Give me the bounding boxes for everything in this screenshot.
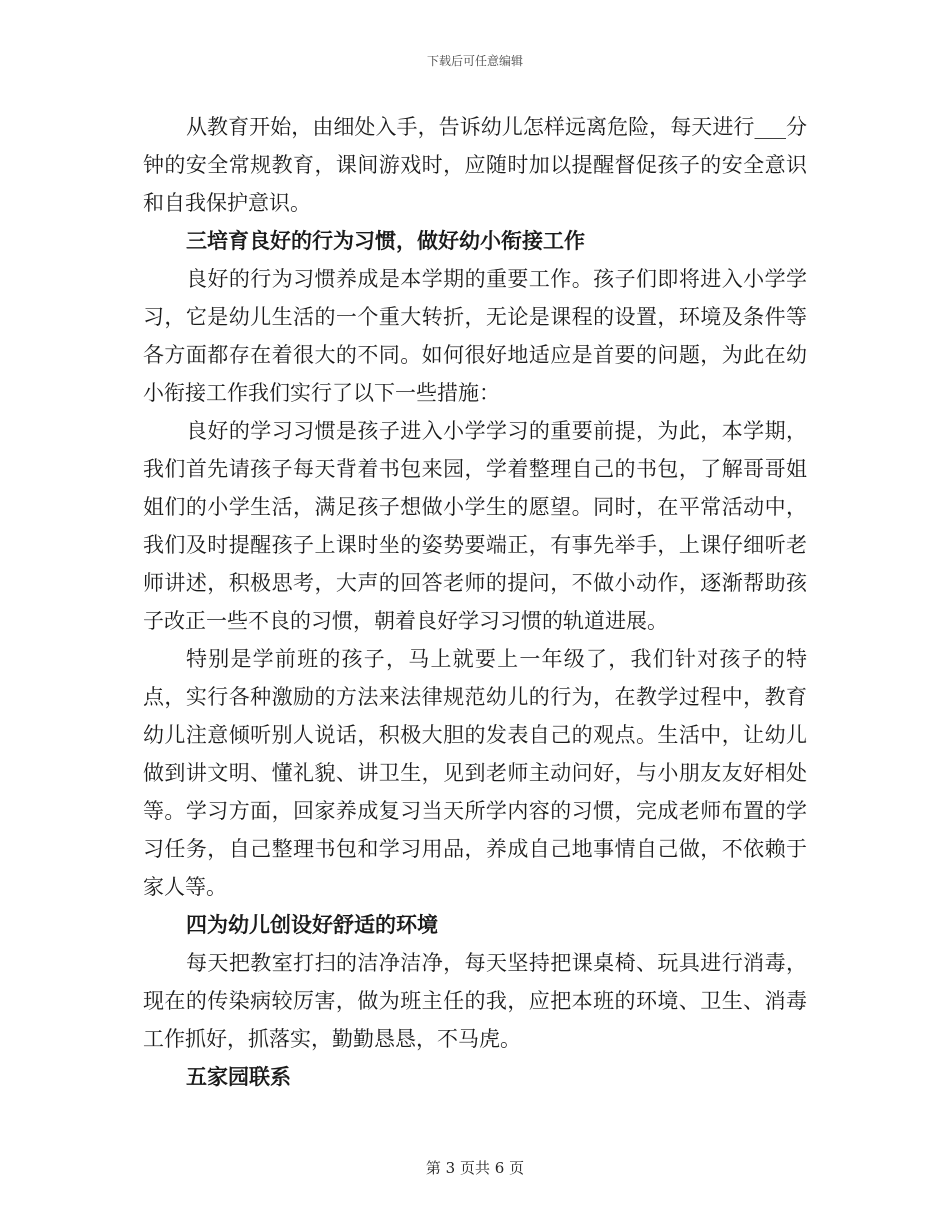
document-body (143, 108, 807, 1096)
paragraph-study-habits: 良好的学习习惯是孩子进入小学学习的重要前提，为此，本学期，我们首先请孩子每天背着书包来园，学着整理自己的书包，了解哥哥姐姐们的小学生活，满足孩子想做小学生的愿望。同时，在平常活动中，我们及时提醒孩子上课时坐的姿势要端正，有事先举手，上课仔细听老师讲述，积极思考，大声的回答老师的提问，不做小动作，逐渐帮助孩子改正一些不良的习惯，朝着良好学习习惯的轨道进展。 (143, 419, 807, 633)
section-heading-5: 五家园联系 (186, 1064, 291, 1089)
paragraph-behavior-habits: 良好的行为习惯养成是本学期的重要工作。孩子们即将进入小学学习，它是幼儿生活的一个重大转折，无论是课程的设置，环境及条件等各方面都存在着很大的不同。如何很好地适应是首要的问题，为此在幼小衔接工作我们实行了以下一些措施： (143, 267, 807, 405)
page-number: 第 3 页共 6 页 (425, 1159, 525, 1177)
paragraph-preschool-class: 特别是学前班的孩子，马上就要上一年级了，我们针对孩子的特点，实行各种激励的方法来法律规范幼儿的行为，在教学过程中，教育幼儿注意倾听别人说话，积极大胆的发表自己的观点。生活中，让幼儿做到讲文明、懂礼貌、讲卫生，见到老师主动问好，与小朋友友好相处等。学习方面，回家养成复习当天所学内容的习惯，完成老师布置的学习任务，自己整理书包和学习用品，养成自己地事情自己做，不依赖于家人等。 (143, 647, 807, 899)
page-header-note: 下载后可任意编辑 (426, 54, 523, 68)
paragraph-environment: 每天把教室打扫的洁净洁净，每天坚持把课桌椅、玩具进行消毒，现在的传染病较厉害，做为班主任的我，应把本班的环境、卫生、消毒工作抓好，抓落实，勤勤恳恳，不马虎。 (143, 951, 807, 1051)
section-heading-3: 三培育良好的行为习惯，做好幼小衔接工作 (186, 228, 585, 253)
section-heading-4: 四为幼儿创设好舒适的环境 (186, 912, 438, 937)
paragraph-safety-education: 从教育开始，由细处入手，告诉幼儿怎样远离危险，每天进行___分钟的安全常规教育，课间游戏时，应随时加以提醒督促孩子的安全意识和自我保护意识。 (143, 115, 807, 215)
